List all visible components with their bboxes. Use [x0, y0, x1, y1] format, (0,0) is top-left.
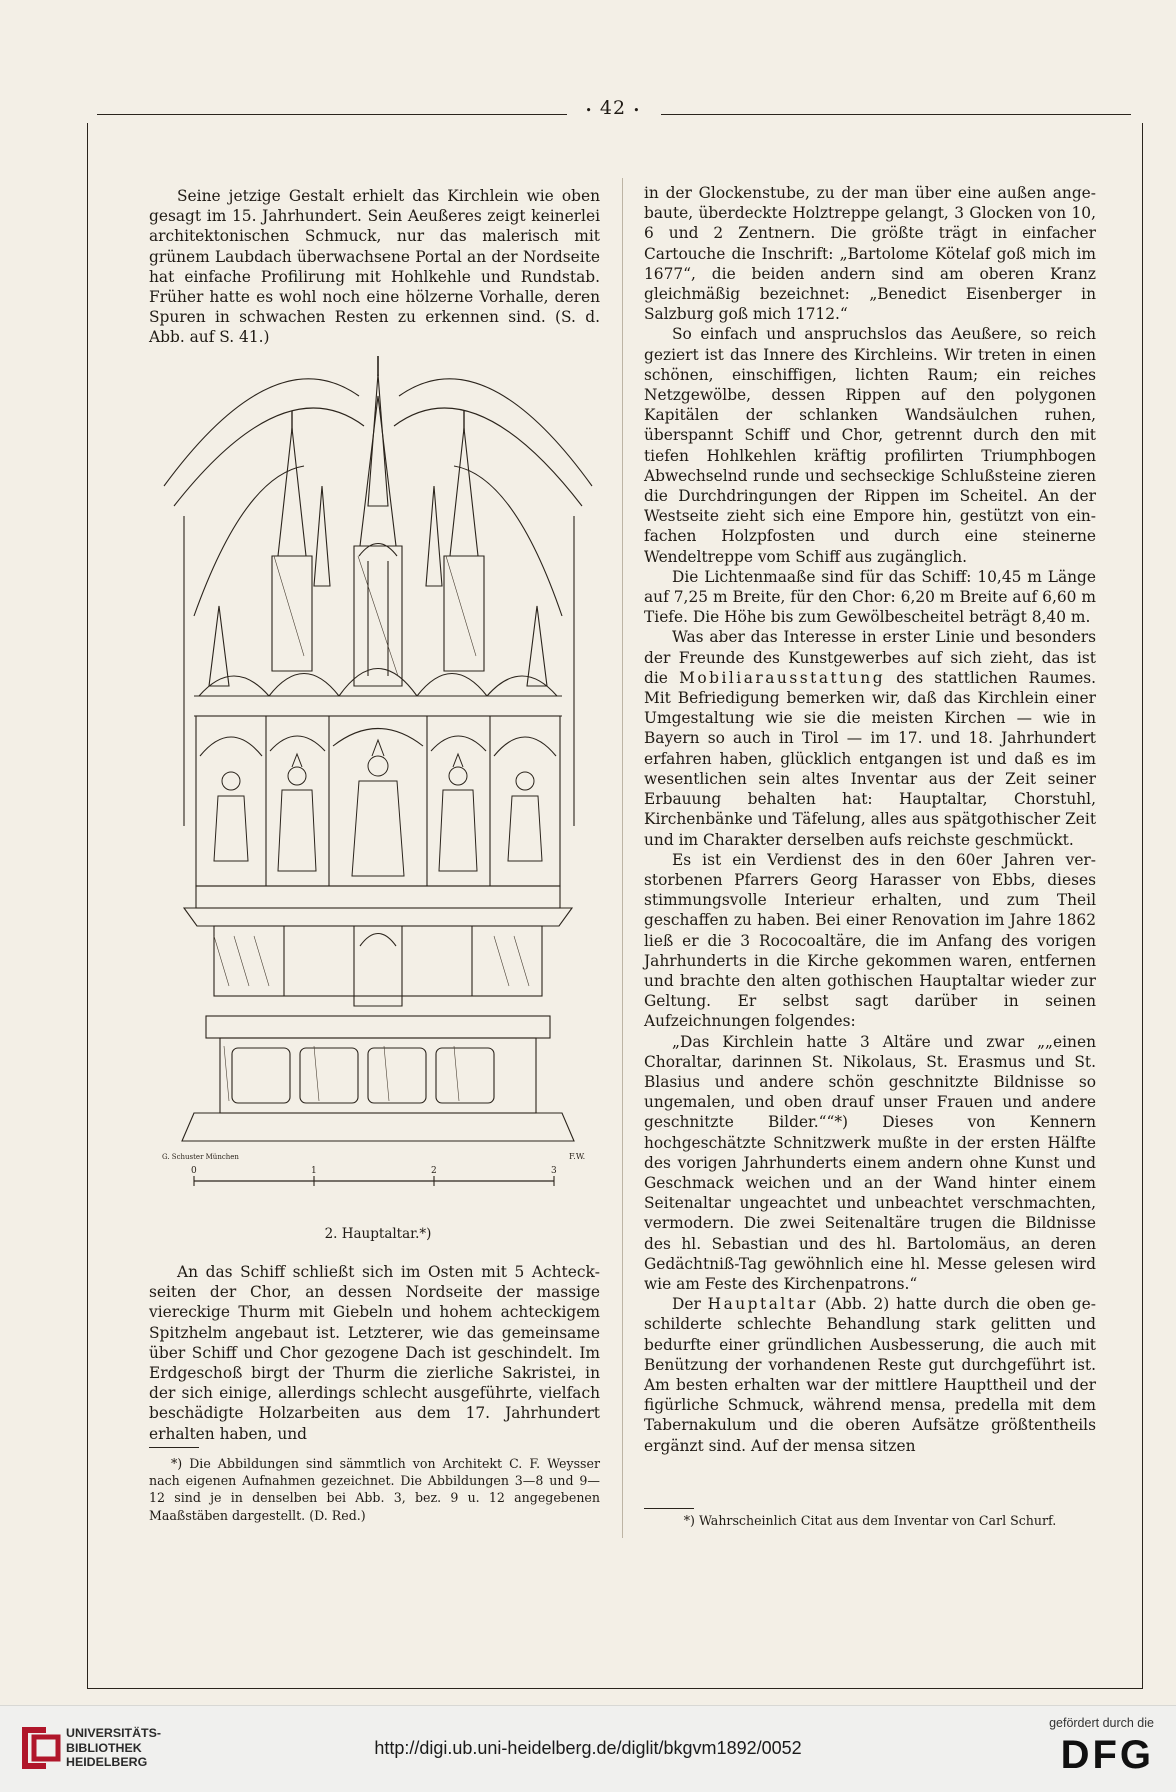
altar-drawing	[154, 356, 602, 1211]
library-name: UNIVERSITÄTS- BIBLIOTHEK HEIDELBERG	[66, 1726, 161, 1769]
paragraph: Seine jetzige Gestalt erhielt das Kirchlein wie oben gesagt im 15. Jahrhundert. Sein Aeußeres zeigt keinerlei architektonischen Schmuck, nur das malerisch mit grünem Laubdach überwachsene Portal an der Nordseite hat einfache Profilirung mit Hohlkehle und Rundstab. Früher hatte es wohl noch eine hölzerne Vorhalle, deren Spuren in schwachen Resten zu erkennen sind. (S. d. Abb. auf S. 41.)	[149, 187, 600, 347]
scale-label: 0	[191, 1166, 197, 1176]
figure-caption: 2. Hauptaltar.*)	[324, 1226, 432, 1242]
footnote-text: *) Die Abbildungen sind sämmtlich von Architekt C. F. Weysser nach eigenen Aufnahmen gezeichnet. Die Abbildungen 3—8 und 9—12 sind je in denselben bei Abb. 3, bez. 9 u. 12 angegebenen Maaßstäben dargestellt. (D. Red.)	[149, 1456, 600, 1523]
paragraph: Die Lichtenmaaße sind für das Schiff: 10,45 m Länge auf 7,25 m Breite, für den Chor: 6,20 m Breite auf 6,60 m Tiefe. Die Höhe bis zum Gewölbescheitel beträgt 8,40 m.	[644, 567, 1096, 627]
footnote-rule-left	[149, 1447, 199, 1448]
quote-paragraph: „Das Kirchlein hatte 3 Altäre und zwar „„einen Choraltar, darinnen St. Nikolaus, St. Erasmus und St. Blasius und andere schön geschnitzte Bildnisse so ungemalen, und oben drauf unser Frauen und andere geschnitzte Bilder.““*) Dieses von Kennern hochgeschätzte Schnitzwerk mußte in der ersten Hälfte des vorigen Jahrhunderts einem andern ohne Kunst und Geschmack weichen und an der Wand hinter einem Seitenaltar ungeachtet und unbeachtet verschmachten, vermodern. Die zwei Seitenaltäre trugen die Bildnisse des hl. Sebastian und des hl. Bartolomäus, an deren Gedächtniß-Tag gewöhnlich eine hl. Messe gelesen wird wie am Feste des Kirchenpatrons.“	[644, 1032, 1096, 1293]
altar-illustration	[154, 356, 602, 1211]
permalink[interactable]: http://digi.ub.uni-heidelberg.de/diglit/bkgvm1892/0052	[374, 1738, 802, 1758]
paragraph: Es ist ein Verdienst des in den 60er Jahren verstorbenen Pfarrers Georg Harasser von Ebbs, dieses stimmungsvolle Interieur erhalten, und zum Theil geschaffen zu haben. Bei einer Renovation im Jahre 1862 ließ er die 3 Rococoaltäre, die im Anfang des vorigen Jahrhunderts in die Kirche gekommen waren, entfernen und brachte den alten gothischen Hauptaltar wieder zur Geltung. Er selbst sagt darüber in seinen Aufzeichnungen folgendes:	[644, 850, 1096, 1031]
scale-label: 2	[431, 1166, 437, 1176]
paragraph: So einfach und anspruchslos das Aeußere, so reich geziert ist das Innere des Kirchleins. Wir treten in einen schönen, einschiffigen, lichten Raum; ein reiches Netzgewölbe, dessen Rippen auf den polygonen Kapitälen der schlanken Wandsäulchen ruhen, überspannt Schiff und Chor, getrennt durch den mit tiefen Hohlkehlen kräftig profilirten Triumphbogen Abwechselnd runde und sechseckige Schlußsteine zieren die Durchdringungen der Rippen im Scheitel. An der Westseite zieht sich eine Empore hin, gestützt von einfachen Holzpfosten und durch eine steinerne Wendeltreppe vom Schiff aus zugänglich.	[644, 325, 1096, 566]
scale-label: 3	[551, 1166, 557, 1176]
paragraph: in der Glockenstube, zu der man über eine außen angebaute, überdeckte Holztreppe gelangt, 3 Glocken von 10, 6 und 2 Zentnern. Die größte trägt in einfacher Cartouche die Inschrift: „Bartolome Kötelaf goß mich im 1677“, die beiden andern sind am oberen Kranz gleichmäßig bezeichnet: „Benedict Eisenberger in Salzburg goß mich 1712.“	[644, 184, 1096, 324]
right-column	[644, 183, 1096, 1456]
emphasis-spaced: Mobiliarausstattung	[679, 668, 886, 687]
footnote-text: *) Wahrscheinlich Citat aus dem Inventar von Carl Schurf.	[683, 1513, 1057, 1528]
digitization-footer	[0, 1705, 1176, 1792]
left-column-top	[149, 186, 600, 348]
header-rule-left	[97, 114, 567, 115]
footnote-rule-right	[644, 1508, 694, 1509]
page-number: • 42 •	[585, 97, 641, 119]
scale-label: 1	[311, 1166, 317, 1176]
artist-monogram: F.W.	[569, 1152, 586, 1161]
funding-note: gefördert durch die	[1049, 1716, 1154, 1730]
footnote-left	[149, 1455, 600, 1524]
emphasis-spaced: Hauptaltar	[707, 1295, 819, 1314]
header-rule-right	[661, 114, 1131, 115]
paragraph: An das Schiff schließt sich im Osten mit 5 Achteckseiten der Chor, an dessen Nordseite der massige viereckige Thurm mit Giebeln und hohem achteckigem Spitzhelm angebaut ist. Letzterer, wie das gemeinsame über Schiff und Chor gezogene Dach ist geschindelt. Im Erdgeschoß birgt der Thurm die zierliche Sakristei, in der sich einige, allerdings schlecht ausgeführte, vielfach beschädigte Holzarbeiten aus dem 17. Jahrhundert erhalten haben, und	[149, 1263, 600, 1443]
dfg-logo: DFG	[1060, 1733, 1154, 1777]
paragraph: Der Hauptaltar (Abb. 2) hatte durch die oben geschilderte schlechte Behandlung stark gelitten und bedurfte einer gründlichen Ausbesserung, die auch mit Benützung der vorhandenen Reste gut durchgeführt ist. Am besten erhalten war der mittlere Haupttheil und der figürliche Schmuck, während mensa, predella mit dem Tabernakulum und die oberen Aufsätze größtentheils ergänzt sind. Auf der mensa sitzen	[644, 1295, 1096, 1455]
left-column-bottom	[149, 1262, 600, 1444]
paragraph: Was aber das Interesse in erster Linie und besonders der Freunde des Kunstgewerbes auf sich zieht, das ist die Mobiliarausstattung des stattlichen Raumes. Mit Befriedigung bemerken wir, daß das Kirchlein einer Umgestaltung wie sie die meisten Kirchen — wie in Bayern so auch in Tirol — im 17. und 18. Jahrhundert erfahren haben, glücklich entgangen ist und daß es im wesentlichen sein altes Inventar aus der Zeit seiner Erbauung behalten hat: Hauptaltar, Chorstuhl, Kirchenbänke und Täfelung, alles aus spätgothischer Zeit und im Charakter derselben aufs reichste geschmückt.	[644, 628, 1096, 849]
column-divider	[622, 178, 623, 1538]
engraver-signature: G. Schuster München	[162, 1153, 239, 1161]
footnote-right	[644, 1512, 1096, 1529]
